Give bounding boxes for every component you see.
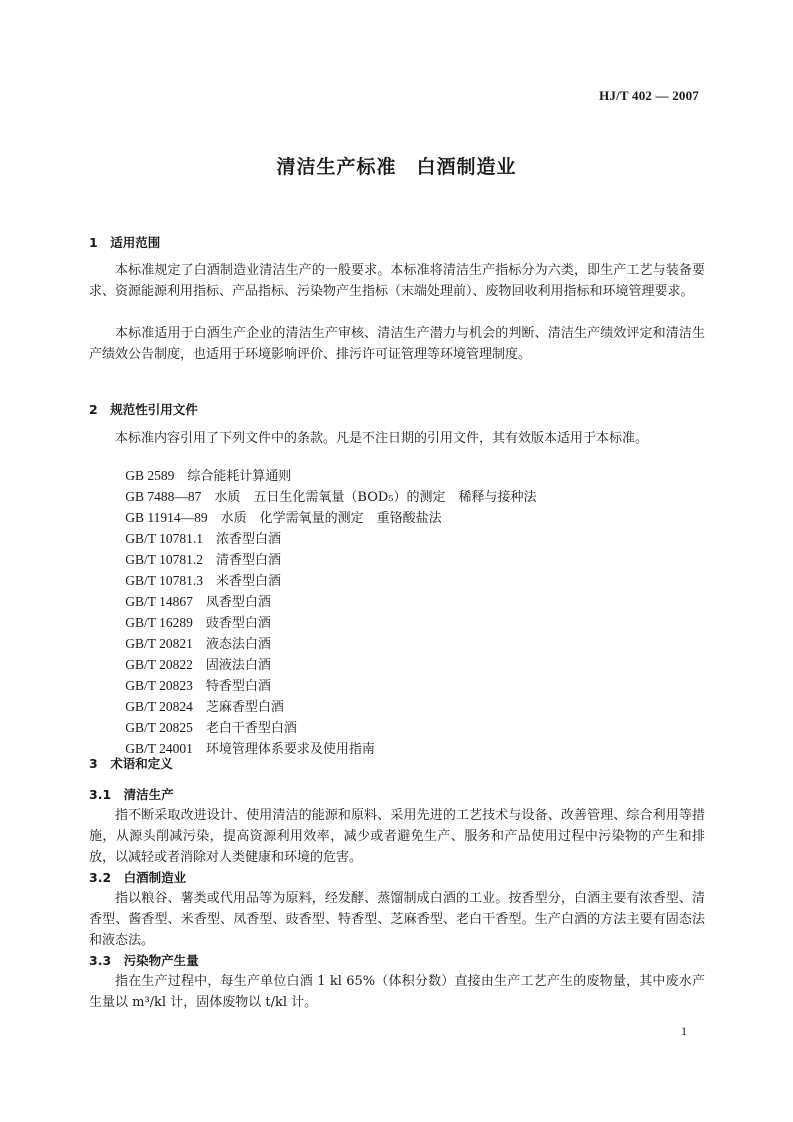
term-3-1-heading: 3.1 清洁生产 xyxy=(89,787,174,802)
reference-title: 液态法白酒 xyxy=(205,637,271,652)
reference-code: GB/T 10781.1 xyxy=(125,531,204,546)
term-3-2-definition: 指以粮谷、薯类或代用品等为原料，经发酵、蒸馏制成白酒的工业。按香型分，白酒主要有浓香型、清香型、酱香型、米香型、凤香型、豉香型、特香型、芝麻香型、老白干香型。生产白酒的方法主要有固态法和液态法。 xyxy=(89,891,705,948)
reference-title: 环境管理体系要求及使用指南 xyxy=(205,742,375,757)
reference-title: 水质 五日生化需氧量（BOD₅）的测定 稀释与接种法 xyxy=(214,490,537,505)
reference-code: GB/T 14867 xyxy=(125,594,193,609)
reference-title: 凤香型白酒 xyxy=(205,595,271,610)
term-3-2-heading: 3.2 白酒制造业 xyxy=(89,870,187,885)
reference-title: 豉香型白酒 xyxy=(205,616,271,631)
reference-code: GB 11914—89 xyxy=(125,510,208,525)
reference-item xyxy=(117,723,375,757)
section-3-heading: 3 术语和定义 xyxy=(89,756,173,771)
page-number: 1 xyxy=(681,1024,687,1038)
reference-title: 米香型白酒 xyxy=(216,574,282,589)
reference-code: GB/T 20823 xyxy=(125,678,193,693)
section-2-heading: 2 规范性引用文件 xyxy=(89,402,198,417)
section-2-intro: 本标准内容引用了下列文件中的条款。凡是不注日期的引用文件，其有效版本适用于本标准。 xyxy=(115,431,649,446)
term-3-1-definition: 指不断采取改进设计、使用清洁的能源和原料、采用先进的工艺技术与设备、改善管理、综合利用等措施，从源头削减污染，提高资源利用效率，减少或者避免生产、服务和产品使用过程中污染物的产生和排放，以减轻或者消除对人类健康和环境的危害。 xyxy=(89,808,705,865)
reference-title: 特香型白酒 xyxy=(205,679,271,694)
reference-title: 清香型白酒 xyxy=(216,553,282,568)
reference-code: GB/T 20822 xyxy=(125,657,193,672)
reference-title: 固液法白酒 xyxy=(205,658,271,673)
standard-code: HJ/T 402 — 2007 xyxy=(599,88,699,103)
reference-title: 芝麻香型白酒 xyxy=(205,700,284,715)
reference-code: GB 2589 xyxy=(125,468,175,483)
reference-code: GB/T 20825 xyxy=(125,720,193,735)
reference-title: 水质 化学需氧量的测定 重铬酸盐法 xyxy=(220,511,442,526)
term-3-3-definition: 指在生产过程中，每生产单位白酒 1 kl 65%（体积分数）直接由生产工艺产生的废物量，其中废水产生量以 m³/kl 计，固体废物以 t/kl 计。 xyxy=(89,974,705,1010)
reference-title: 浓香型白酒 xyxy=(216,532,282,547)
reference-code: GB/T 10781.2 xyxy=(125,552,204,567)
reference-code: GB/T 24001 xyxy=(125,741,193,756)
reference-title: 老白干香型白酒 xyxy=(205,721,297,736)
section-1-heading: 1 适用范围 xyxy=(89,235,161,250)
section-1-paragraph-2: 本标准适用于白酒生产企业的清洁生产审核、清洁生产潜力与机会的判断、清洁生产绩效评定和清洁生产绩效公告制度，也适用于环境影响评价、排污许可证管理等环境管理制度。 xyxy=(89,326,705,362)
reference-code: GB/T 20824 xyxy=(125,699,193,714)
term-3-3-heading: 3.3 污染物产生量 xyxy=(89,953,199,968)
section-1-paragraph-1: 本标准规定了白酒制造业清洁生产的一般要求。本标准将清洁生产指标分为六类，即生产工艺与装备要求、资源能源利用指标、产品指标、污染物产生指标（末端处理前）、废物回收利用指标和环境管理要求。 xyxy=(89,263,705,299)
reference-title: 综合能耗计算通则 xyxy=(187,469,292,484)
reference-code: GB 7488—87 xyxy=(125,489,202,504)
reference-code: GB/T 10781.3 xyxy=(125,573,204,588)
reference-code: GB/T 16289 xyxy=(125,615,193,630)
page-title: 清洁生产标准 白酒制造业 xyxy=(276,156,517,178)
reference-code: GB/T 20821 xyxy=(125,636,193,651)
